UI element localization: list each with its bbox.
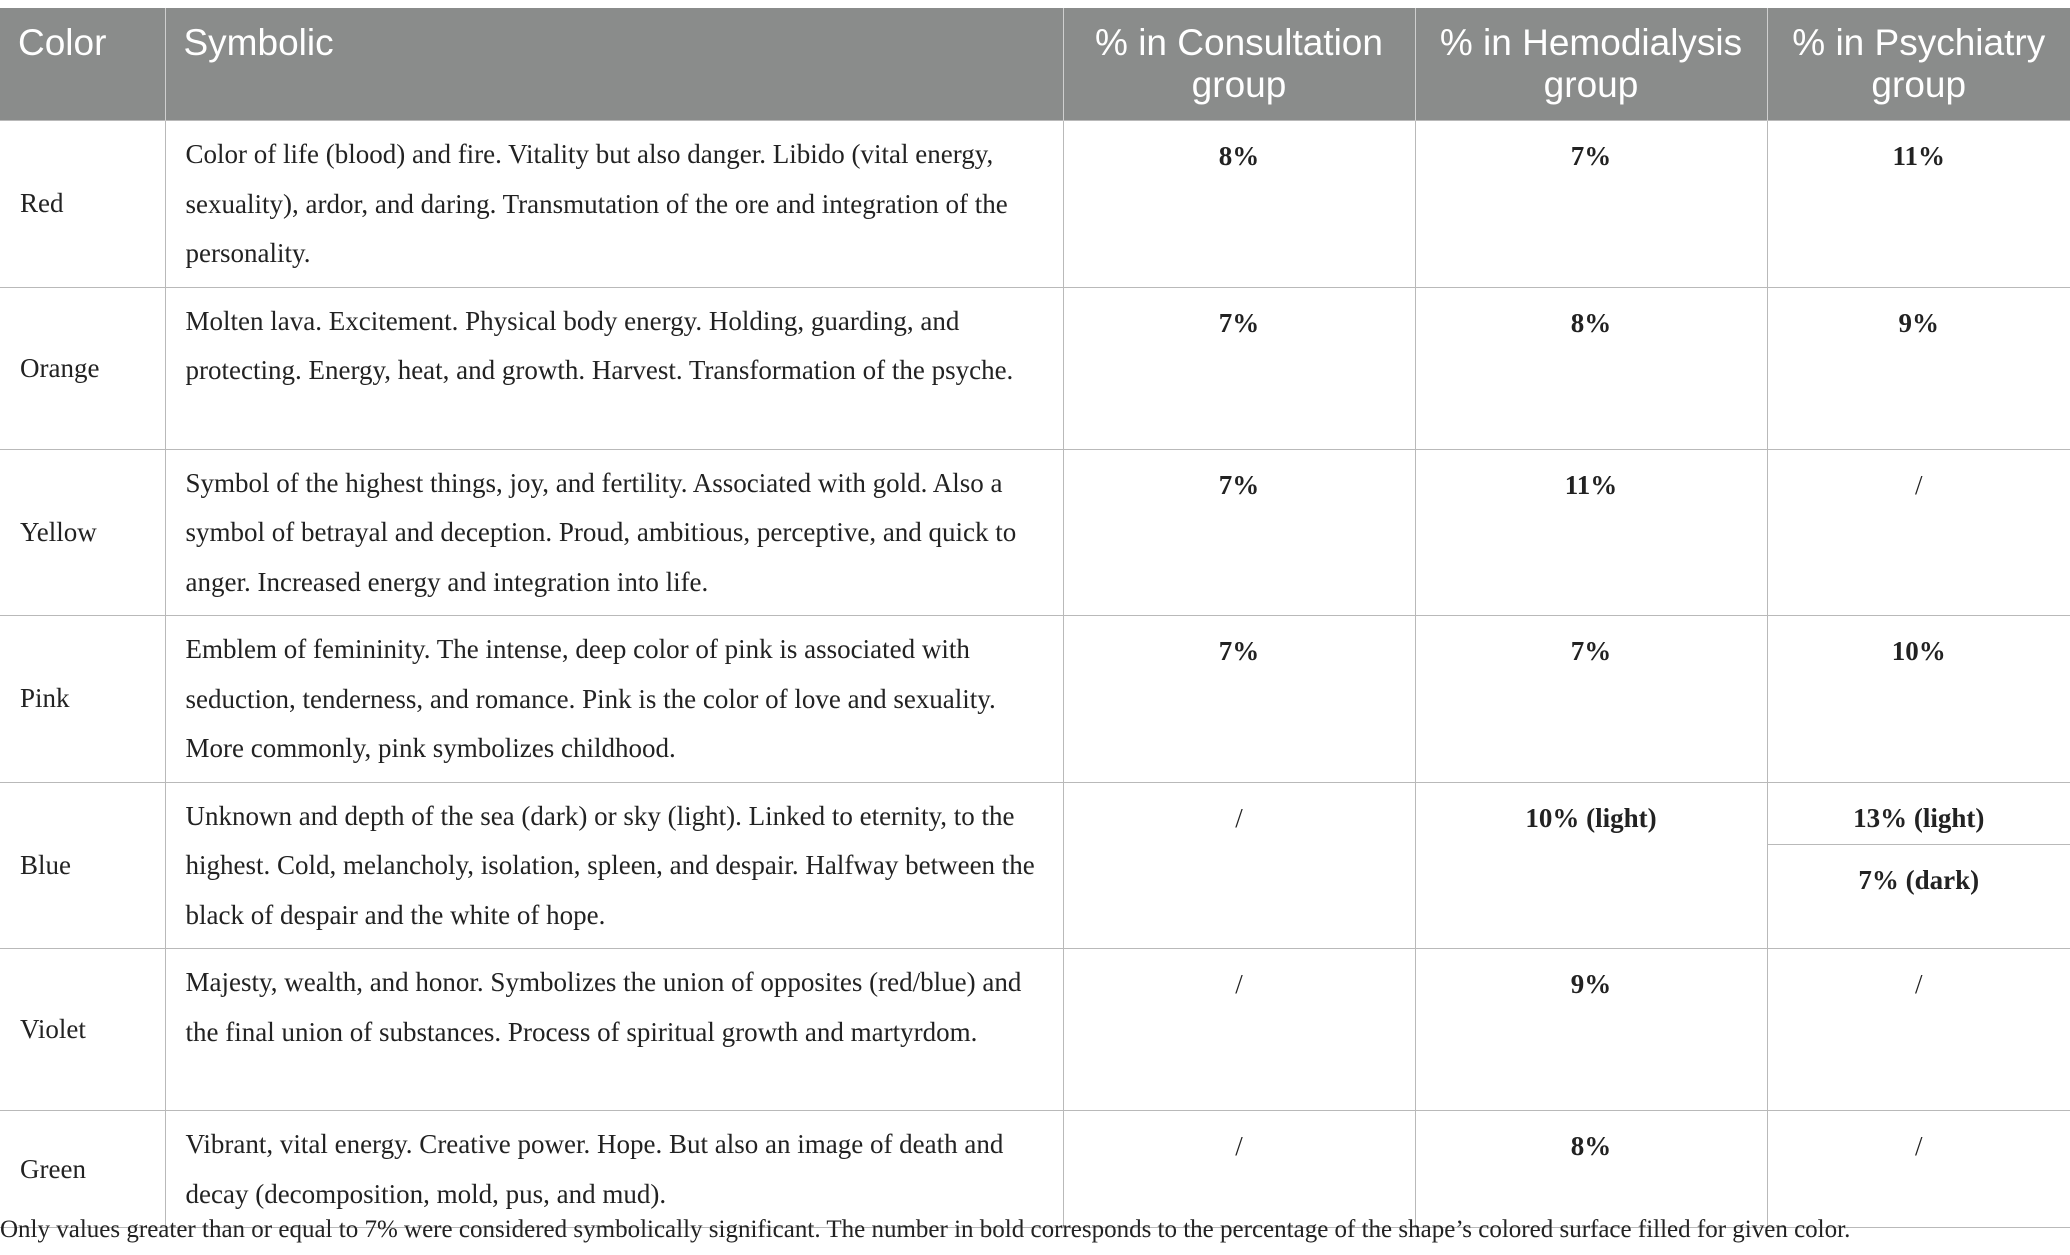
header-psychiatry: % in Psychiatry group [1767,8,2070,121]
consultation-cell: 7% [1063,287,1415,449]
header-row [0,8,2070,121]
psychiatry-cell: 9% [1767,287,2070,449]
table-footnote: Only values greater than or equal to 7% were considered symbolically significant. The number in bold corresponds to the percentage of the shape’s colored surface filled for given color. [0,1216,1851,1243]
psychiatry-cell: / [1767,449,2070,616]
color-symbolism-table [0,8,2070,1228]
table-row-orange [0,287,2070,449]
symbolic-cell: Molten lava. Excitement. Physical body energy. Holding, guarding, and protecting. Energy, heat, and growth. Harvest. Transformation of the psyche. [165,287,1063,449]
header-symbolic: Symbolic [165,8,1063,121]
color-cell: Green [0,1111,165,1228]
psychiatry-cell: / [1767,949,2070,1111]
psychiatry-light-value: 13% (light) [1768,783,2070,845]
consultation-cell: 8% [1063,121,1415,288]
symbolic-cell: Vibrant, vital energy. Creative power. Hope. But also an image of death and decay (decomposition, mold, pus, and mud). [165,1111,1063,1228]
consultation-cell: 7% [1063,616,1415,783]
psychiatry-cell: 10% [1767,616,2070,783]
table-row-blue [0,782,2070,949]
symbolic-cell: Color of life (blood) and fire. Vitality but also danger. Libido (vital energy, sexuality), ardor, and daring. Transmutation of the ore and integration of the personality. [165,121,1063,288]
psychiatry-split [1768,783,2070,943]
psychiatry-cell: / [1767,1111,2070,1228]
color-cell: Orange [0,287,165,449]
symbolic-cell: Emblem of femininity. The intense, deep color of pink is associated with seduction, tenderness, and romance. Pink is the color of love and sexuality. More commonly, pink symbolizes childhood. [165,616,1063,783]
table-row-yellow [0,449,2070,616]
color-cell: Blue [0,782,165,949]
table-row-red [0,121,2070,288]
symbolic-cell: Majesty, wealth, and honor. Symbolizes the union of opposites (red/blue) and the final union of substances. Process of spiritual growth and martyrdom. [165,949,1063,1111]
table-row-green [0,1111,2070,1228]
hemodialysis-cell: 11% [1415,449,1767,616]
hemodialysis-cell: 7% [1415,121,1767,288]
header-consultation: % in Consultation group [1063,8,1415,121]
header-color: Color [0,8,165,121]
psychiatry-cell: 11% [1767,121,2070,288]
color-cell: Red [0,121,165,288]
header-hemodialysis: % in Hemodialysis group [1415,8,1767,121]
psychiatry-cell [1767,782,2070,949]
hemodialysis-cell: 8% [1415,287,1767,449]
color-cell: Pink [0,616,165,783]
consultation-cell: / [1063,782,1415,949]
consultation-cell: / [1063,1111,1415,1228]
hemodialysis-cell: 9% [1415,949,1767,1111]
color-cell: Violet [0,949,165,1111]
hemodialysis-cell: 10% (light) [1415,782,1767,949]
symbolic-cell: Symbol of the highest things, joy, and fertility. Associated with gold. Also a symbol of betrayal and deception. Proud, ambitious, perceptive, and quick to anger. Increased energy and integration into life. [165,449,1063,616]
consultation-cell: 7% [1063,449,1415,616]
consultation-cell: / [1063,949,1415,1111]
color-cell: Yellow [0,449,165,616]
symbolic-cell: Unknown and depth of the sea (dark) or sky (light). Linked to eternity, to the highest. Cold, melancholy, isolation, spleen, and despair. Halfway between the black of despair and the white of hope. [165,782,1063,949]
psychiatry-dark-value: 7% (dark) [1858,864,1980,895]
hemodialysis-cell: 8% [1415,1111,1767,1228]
table-row-violet [0,949,2070,1111]
hemodialysis-cell: 7% [1415,616,1767,783]
table-row-pink [0,616,2070,783]
